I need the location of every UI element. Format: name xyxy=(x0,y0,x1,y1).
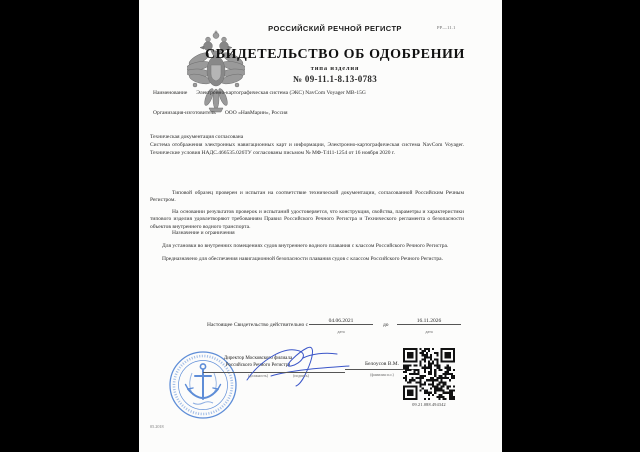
validity-to-value: 16.11.2026 xyxy=(416,318,442,324)
validity-to-date xyxy=(397,318,461,325)
validity-prefix: Настоящее Свидетельство действительно с xyxy=(207,322,309,328)
product-name-value: Электронно-картографическая система (ЭКС) NavCom Voyager MB-15G xyxy=(196,90,366,96)
validity-from-caption: дата xyxy=(337,329,345,334)
manufacturer-value: ООО «НавМарин», Россия xyxy=(224,110,288,116)
product-name-label: Наименование xyxy=(153,90,188,96)
manufacturer-label: Организация-изготовитель xyxy=(153,110,216,116)
purpose-paragraph-1: Для установки во внутренних помещениях судов внутреннего водного плавания с классом Российского Речного Регистра. xyxy=(162,243,449,249)
purpose-paragraph-2: Предназначено для обеспечения навигационной безопасности плавания судов с классом Российского Речного Регистра. xyxy=(162,256,443,262)
header-block xyxy=(167,24,503,84)
signer-position-line1: Директор Московского филиала xyxy=(223,356,293,361)
paragraph-type-sample: Типовой образец проверен и испытан на соответствие технической документации, согласованной Российским Речным Регистром. xyxy=(150,190,464,204)
validity-from-date xyxy=(309,318,373,325)
validity-from-value: 04.06.2021 xyxy=(328,318,354,324)
signature-underline xyxy=(257,372,345,373)
form-print-date: 05.2018 xyxy=(150,424,164,429)
purpose-title: Назначение и ограничения xyxy=(172,230,235,236)
validity-to-label: до xyxy=(383,322,389,328)
tech-docs-title: Техническая документация согласована xyxy=(150,134,244,140)
validity-to-caption: дата xyxy=(425,329,433,334)
manufacturer-row xyxy=(153,110,469,116)
signature-caption: (подпись) xyxy=(293,374,309,378)
paragraph-conformity: На основании результатов проверок и испытаний удостоверяется, что конструкция, свойства, параметры и характеристики типового изделия удовлетворяют требованиям Правил Российского Речного Регистра и Технического регламента о безопасности объектов внутреннего водного транспорта. xyxy=(150,209,464,230)
page-title: СВИДЕТЕЛЬСТВО ОБ ОДОБРЕНИИ xyxy=(204,47,466,62)
qr-code-number: 09.21.088.494342 xyxy=(412,402,446,407)
org-name: РОССИЙСКИЙ РЕЧНОЙ РЕГИСТР xyxy=(268,24,402,33)
page-subtitle: типа изделия xyxy=(310,65,360,72)
certificate-page xyxy=(139,0,502,452)
tech-docs-body: Система отображения электронных навигационных карт и информации, Электронно-картографическая система NavCom Voyager. Технические условия НАДС.466535.026ТУ согласованы письмом № МФ-Т411-1254 от 16 ноября 2020 г. xyxy=(150,142,464,156)
signature-scribble xyxy=(241,342,359,388)
signer-position-line2: Российского Речного Регистра xyxy=(225,362,291,368)
form-code-label: РР—11.1 xyxy=(437,25,456,30)
signer-name: Белоусов В.М. xyxy=(345,361,419,370)
product-name-row xyxy=(153,90,469,96)
signer-name-caption: (фамилия и.о.) xyxy=(370,373,394,377)
position-caption: (должность) xyxy=(248,374,268,378)
qr-code xyxy=(403,348,455,400)
certificate-number: № 09-11.1-8.13-0783 xyxy=(293,74,377,84)
